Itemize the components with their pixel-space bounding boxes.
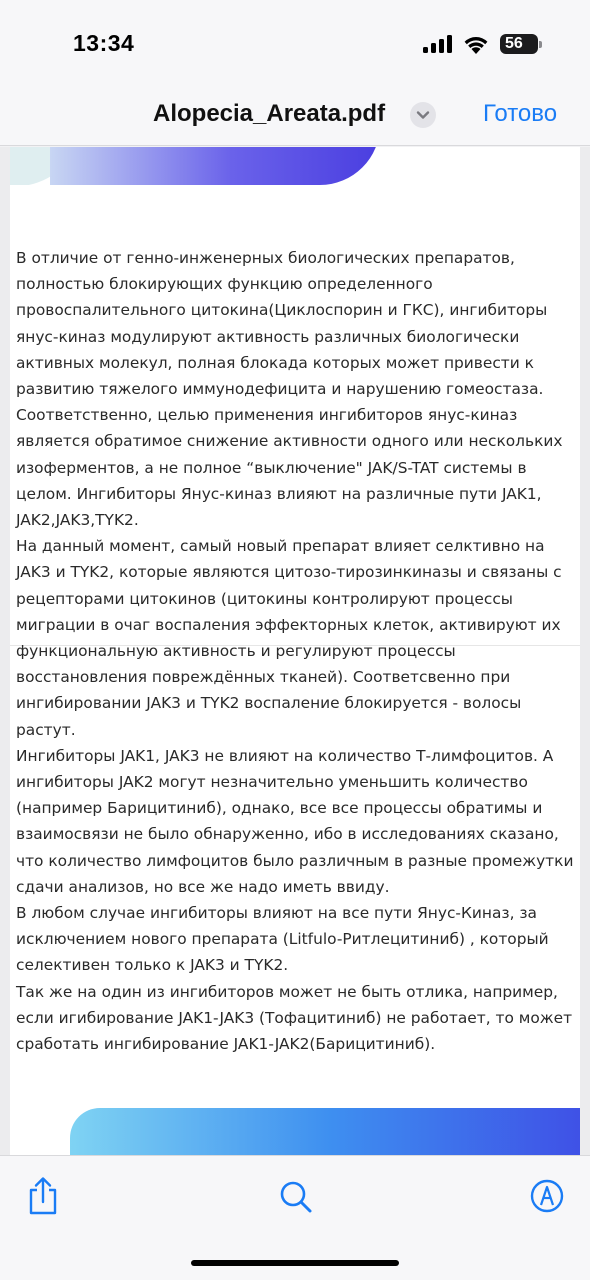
share-button[interactable]: [25, 1176, 61, 1216]
share-icon: [25, 1176, 61, 1216]
status-bar: [0, 0, 590, 90]
pdf-page: [10, 185, 580, 1108]
page-decoration: [50, 147, 380, 185]
chevron-down-icon: [416, 110, 430, 120]
cellular-signal-icon: [423, 35, 453, 53]
markup-button[interactable]: [529, 1176, 565, 1216]
navigation-bar: [0, 90, 590, 146]
paragraph: Так же на один из ингибиторов может не быть отлика, например, если игибирование JAK1-JAK3 (Тофацитиниб) не работает, то может сработать ингибирование JAK1-JAK2(Барицитиниб).: [16, 982, 573, 1054]
next-page: [10, 1108, 580, 1155]
paragraph: В любом случае ингибиторы влияют на все пути Янус-Киназ, за исключением нового препарата (Litfulo-Ритлецитиниб) , который селективен только к JAK3 и TYK2.: [16, 904, 549, 975]
page-decoration: [70, 1108, 580, 1155]
paragraph: В отличие от генно-инженерных биологических препаратов, полностью блокирующих функцию определенного провоспалительного цитокина(Циклоспорин и ГКС), ингибиторы янус-киназ модулируют активность различных биологически активных молекул, полная блокада которых может привести к развитию тяжелого иммунодефицита и нарушению гомеостаза. Соответственно, целью применения ингибиторов янус-киназ является обратимое снижение активности одного или нескольких изоферментов, а не полное “выключение" JAK/S-TAT системы в целом. Ингибиторы Янус-киназ влияют на различные пути JAK1, JAK2,JAK3,TYK2.: [16, 249, 563, 530]
paragraph: На данный момент, самый новый препарат влияет селктивно на JAK3 и TYK2, которые являются цитозо-тирозинкиназы и связаны с рецепторами цитокинов (цитокины контролируют процессы миграции в очаг воспаления эффекторных клеток, активируют их функциональную активность и регулируют процессы восстановления повреждённых тканей). Соответсвенно при ингибировании JAK3 и TYK2 воспаление блокируется - волосы растут.: [16, 537, 562, 739]
search-icon: [278, 1176, 314, 1216]
paragraph: Ингибиторы JAK1, JAK3 не влияют на количество Т-лимфоцитов. А ингибиторы JAK2 могут незначительно уменьшить количество (например Барицитиниб), однако, все все процессы обратимы и взаимосвязи не было обнаруженно, ибо в исследованиях сказано, что количество лимфоцитов было различным в разные промежутки сдачи анализов, но все же надо иметь ввиду.: [16, 746, 574, 896]
document-title[interactable]: Alopecia_Areata.pdf: [153, 100, 386, 127]
done-button[interactable]: Готово: [483, 100, 558, 127]
search-button[interactable]: [278, 1176, 314, 1216]
status-time: 13:34: [73, 30, 135, 56]
previous-page: [10, 147, 580, 185]
wifi-icon: [462, 33, 490, 55]
title-menu-button[interactable]: [410, 102, 436, 128]
page-text: [16, 245, 576, 1057]
battery-percent: 56: [505, 35, 523, 52]
markup-icon: [529, 1176, 565, 1216]
home-indicator: [191, 1260, 399, 1266]
battery-icon: [500, 34, 538, 54]
pdf-viewer[interactable]: [0, 147, 590, 1155]
